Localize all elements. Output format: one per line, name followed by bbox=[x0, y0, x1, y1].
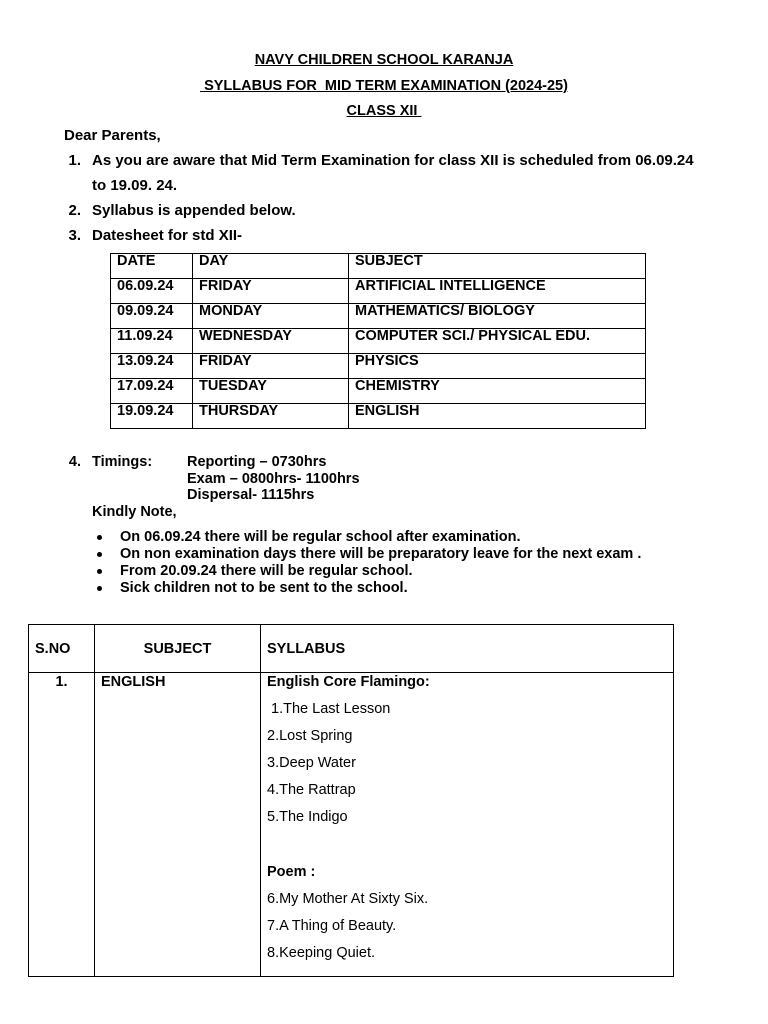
day-cell: THURSDAY bbox=[193, 404, 349, 429]
subject-cell: COMPUTER SCI./ PHYSICAL EDU. bbox=[349, 329, 646, 354]
point-number: 1. bbox=[68, 152, 81, 169]
table-row bbox=[111, 354, 646, 379]
table-row bbox=[111, 279, 646, 304]
header-cell: DATE bbox=[111, 254, 193, 279]
syllabus-cell bbox=[261, 673, 674, 977]
school-name: NAVY CHILDREN SCHOOL KARANJA bbox=[254, 52, 514, 68]
day-cell: MONDAY bbox=[193, 304, 349, 329]
subject-cell: MATHEMATICS/ BIOLOGY bbox=[349, 304, 646, 329]
table-row bbox=[111, 329, 646, 354]
point-text: As you are aware that Mid Term Examination for class XII is scheduled from 06.09.24 bbox=[92, 152, 694, 169]
note-item: On non examination days there will be preparatory leave for the next exam . bbox=[120, 546, 642, 562]
day-cell: WEDNESDAY bbox=[193, 329, 349, 354]
poem-item: 7.A Thing of Beauty. bbox=[267, 918, 397, 934]
day-cell: FRIDAY bbox=[193, 354, 349, 379]
header-cell: DAY bbox=[193, 254, 349, 279]
syllabus-item: 2.Lost Spring bbox=[267, 728, 353, 744]
timing-reporting: Reporting – 0730hrs bbox=[187, 454, 327, 470]
note-item: Sick children not to be sent to the school. bbox=[120, 580, 408, 596]
kindly-note: Kindly Note, bbox=[92, 504, 177, 520]
header-cell: SUBJECT bbox=[349, 254, 646, 279]
subject-cell: ARTIFICIAL INTELLIGENCE bbox=[349, 279, 646, 304]
bullet-icon bbox=[97, 552, 102, 557]
table-row bbox=[29, 673, 674, 977]
syllabus-item: 3.Deep Water bbox=[267, 755, 356, 771]
table-row bbox=[111, 404, 646, 429]
subject-cell: ENGLISH bbox=[349, 404, 646, 429]
bullet-icon bbox=[97, 535, 102, 540]
datesheet-table bbox=[110, 253, 646, 429]
day-cell: TUESDAY bbox=[193, 379, 349, 404]
syllabus-item: 1.The Last Lesson bbox=[267, 701, 391, 717]
date-cell: 13.09.24 bbox=[111, 354, 193, 379]
header-cell: S.NO bbox=[29, 625, 95, 673]
timing-exam: Exam – 0800hrs- 1100hrs bbox=[187, 471, 360, 487]
point-text: Syllabus is appended below. bbox=[92, 202, 296, 219]
sno-cell: 1. bbox=[29, 673, 95, 977]
table-row bbox=[111, 379, 646, 404]
point-number: 4. bbox=[68, 454, 81, 470]
timing-dispersal: Dispersal- 1115hrs bbox=[187, 487, 315, 503]
date-cell: 06.09.24 bbox=[111, 279, 193, 304]
class-title: CLASS XII bbox=[346, 103, 422, 119]
point-number: 3. bbox=[68, 227, 81, 244]
subject-cell: PHYSICS bbox=[349, 354, 646, 379]
subject-cell: ENGLISH bbox=[95, 673, 261, 977]
poem-heading: Poem : bbox=[267, 864, 316, 880]
note-item: On 06.09.24 there will be regular school after examination. bbox=[120, 529, 521, 545]
header-cell: SUBJECT bbox=[95, 625, 261, 673]
point-text: Datesheet for std XII- bbox=[92, 227, 243, 244]
note-item: From 20.09.24 there will be regular school. bbox=[120, 563, 413, 579]
point-number: 2. bbox=[68, 202, 81, 219]
date-cell: 11.09.24 bbox=[111, 329, 193, 354]
bullet-icon bbox=[97, 586, 102, 591]
header-cell: SYLLABUS bbox=[261, 625, 674, 673]
timings-label: Timings: bbox=[92, 454, 153, 470]
syllabus-heading: English Core Flamingo: bbox=[267, 674, 430, 690]
poem-item: 6.My Mother At Sixty Six. bbox=[267, 891, 429, 907]
salutation: Dear Parents, bbox=[64, 127, 161, 144]
document-title: SYLLABUS FOR MID TERM EXAMINATION (2024-25) bbox=[200, 78, 568, 94]
date-cell: 09.09.24 bbox=[111, 304, 193, 329]
date-cell: 17.09.24 bbox=[111, 379, 193, 404]
table-header-row bbox=[29, 625, 674, 673]
table-header-row bbox=[111, 254, 646, 279]
subject-cell: CHEMISTRY bbox=[349, 379, 646, 404]
syllabus-item: 5.The Indigo bbox=[267, 809, 348, 825]
day-cell: FRIDAY bbox=[193, 279, 349, 304]
point-text-continued: to 19.09. 24. bbox=[92, 177, 178, 194]
bullet-icon bbox=[97, 569, 102, 574]
syllabus-item: 4.The Rattrap bbox=[267, 782, 356, 798]
syllabus-table bbox=[28, 624, 674, 977]
poem-item: 8.Keeping Quiet. bbox=[267, 945, 376, 961]
date-cell: 19.09.24 bbox=[111, 404, 193, 429]
table-row bbox=[111, 304, 646, 329]
